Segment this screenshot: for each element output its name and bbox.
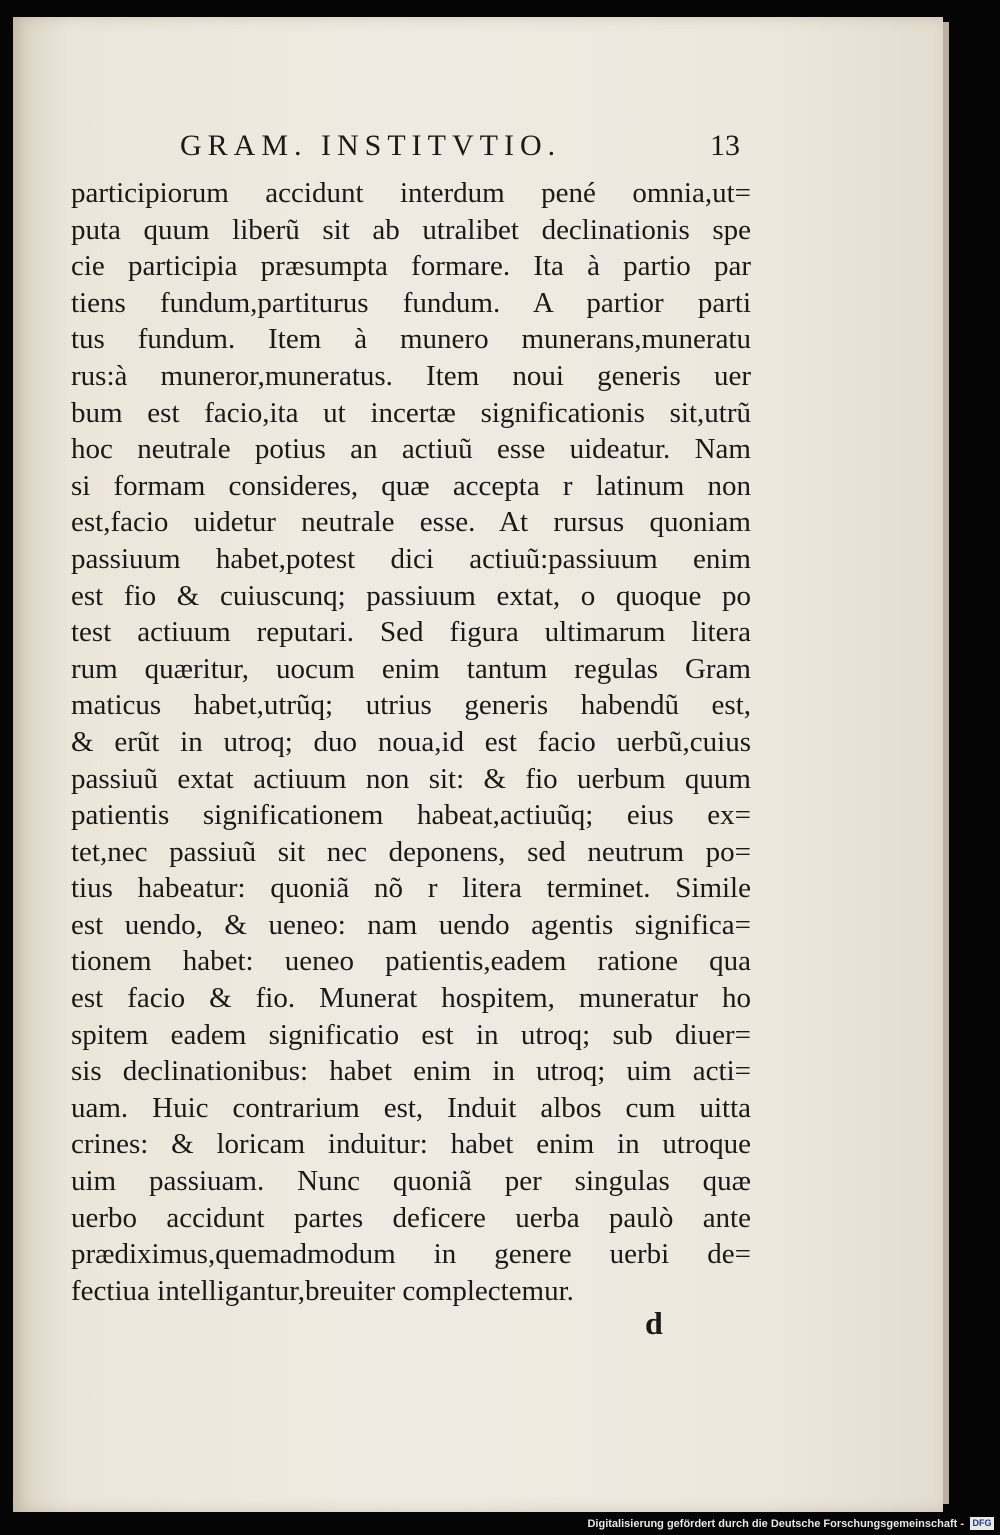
running-head-title: GRAM. INSTITVTIO. bbox=[180, 129, 562, 162]
text-line: tionem habet: ueneo patientis,eadem ratione qua bbox=[71, 945, 751, 978]
text-line: est facio & fio. Munerat hospitem, muneratur ho bbox=[71, 982, 751, 1015]
running-head bbox=[180, 129, 740, 169]
text-line: test actiuum reputari. Sed figura ultimarum litera bbox=[71, 616, 751, 649]
text-line: cie participia præsumpta formare. Ita à partio par bbox=[71, 250, 751, 283]
dfg-logo-icon: DFG bbox=[970, 1517, 994, 1530]
text-line: puta quum liberũ sit ab utralibet declinationis spe bbox=[71, 213, 751, 246]
text-line: crines: & loricam induitur: habet enim in utroque bbox=[71, 1128, 751, 1161]
book-page bbox=[13, 17, 943, 1512]
text-line: tet,nec passiuũ sit nec deponens, sed neutrum po= bbox=[71, 835, 751, 868]
text-line: prædiximus,quemadmodum in genere uerbi de= bbox=[71, 1238, 751, 1271]
body-text bbox=[71, 175, 751, 1309]
text-line: est,facio uidetur neutrale esse. At rursus quoniam bbox=[71, 506, 751, 539]
text-line: tiens fundum,partiturus fundum. A partior parti bbox=[71, 286, 751, 319]
text-line: patientis significationem habeat,actiuũq; eius ex= bbox=[71, 799, 751, 832]
text-line: est fio & cuiuscunq; passiuum extat, o quoque po bbox=[71, 579, 751, 612]
text-line: tus fundum. Item à munero munerans,muneratu bbox=[71, 323, 751, 356]
page-edge bbox=[943, 22, 949, 1504]
text-line: fectiua intelligantur,breuiter complectemur. bbox=[71, 1274, 574, 1307]
text-line: participiorum accidunt interdum pené omnia,ut= bbox=[71, 177, 751, 209]
text-line: tius habeatur: quoniã nõ r litera terminet. Simile bbox=[71, 872, 751, 905]
text-line: rus:à muneror,muneratus. Item noui generis uer bbox=[71, 359, 751, 392]
text-line: si formam consideres, quæ accepta r latinum non bbox=[71, 469, 751, 502]
text-line: & erũt in utroq; duo noua,id est facio uerbũ,cuius bbox=[71, 725, 751, 758]
text-line: rum quæritur, uocum enim tantum regulas Gram bbox=[71, 652, 751, 685]
text-line: bum est facio,ita ut incertæ significationis sit,utrũ bbox=[71, 396, 751, 429]
text-line: passiuum habet,potest dici actiuũ:passiuum enim bbox=[71, 542, 751, 575]
text-line: uerbo accidunt partes deficere uerba paulò ante bbox=[71, 1201, 751, 1234]
text-line: spitem eadem significatio est in utroq; sub diuer= bbox=[71, 1018, 751, 1051]
signature-mark: d bbox=[645, 1305, 663, 1341]
page-number: 13 bbox=[710, 129, 740, 162]
text-line: uim passiuam. Nunc quoniã per singulas quæ bbox=[71, 1165, 751, 1198]
text-line: maticus habet,utrũq; utrius generis habendũ est, bbox=[71, 689, 751, 722]
text-line: sis declinationibus: habet enim in utroq; uim acti= bbox=[71, 1055, 751, 1088]
text-line: est uendo, & ueneo: nam uendo agentis significa= bbox=[71, 908, 751, 941]
text-line: uam. Huic contrarium est, Induit albos cum uitta bbox=[71, 1091, 751, 1124]
digitization-credit: Digitalisierung gefördert durch die Deutsche Forschungsgemeinschaft - bbox=[587, 1518, 964, 1530]
text-line: hoc neutrale potius an actiuũ esse uideatur. Nam bbox=[71, 433, 751, 466]
text-line: passiuũ extat actiuum non sit: & fio uerbum quum bbox=[71, 762, 751, 795]
